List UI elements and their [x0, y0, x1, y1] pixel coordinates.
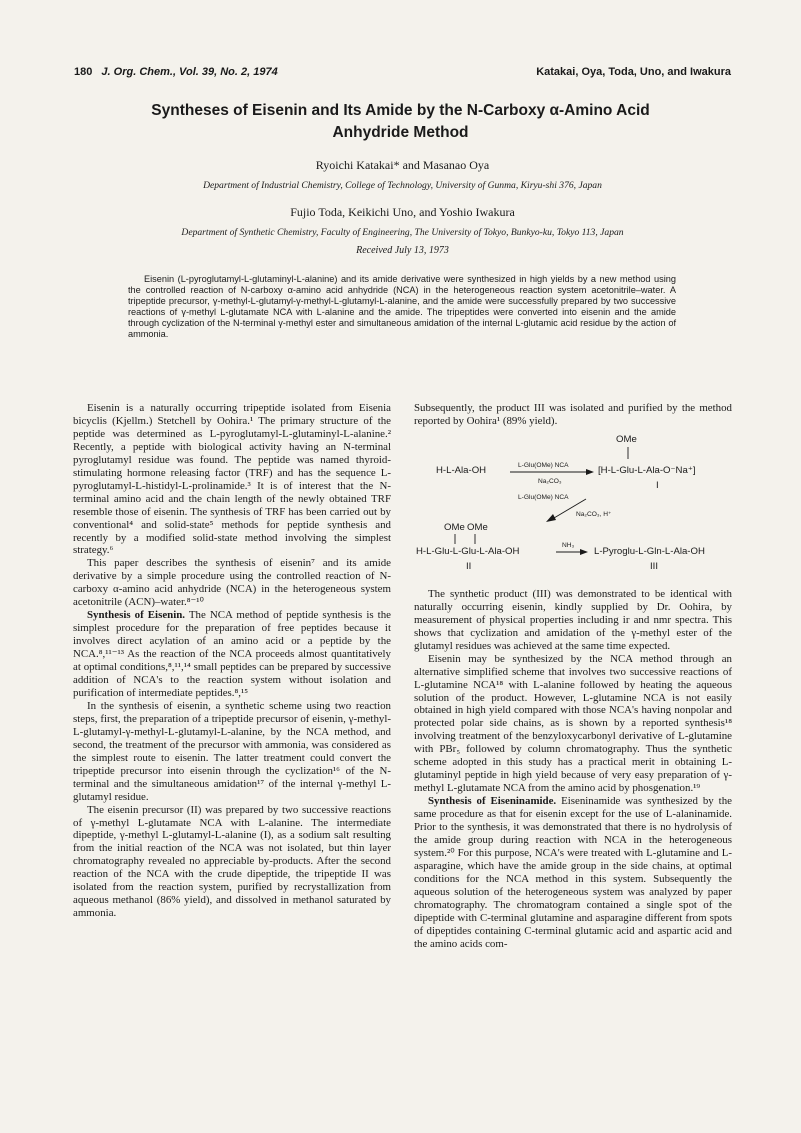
body-paragraph-4: The eisenin precursor (II) was prepared by two successive reactions of γ-methyl L-glutamate NCA with L-alanine. The intermediate dipeptide, γ-methyl L-glutamyl-L-alanine (I), as a sodium salt resulting from the initial reaction of the NCA was not isolated, but thin layer chromatography revealed no appreciable by-products. After the second reaction of the NCA with the crude dipeptide, the tripeptide II was isolated from the reaction system, purified by recrystallization from aqueous methanol (86% yield), and dissolved in methanol saturated by ammonia.: [73, 803, 391, 920]
scheme-h-ala-oh: H-L-Ala-OH: [436, 464, 487, 476]
received-date: Received July 13, 1973: [356, 245, 449, 256]
section-eisenin-text: The NCA method of peptide synthesis is the simplest procedure for the preparation of free peptides because it involves direct acylation of an amino acid or a peptide by the NCA.⁸,¹¹⁻¹³ As the reaction of the NCA proceeds almost quantitatively at optimal conditions,⁸,¹¹,¹⁴ small peptides can be prepared by successive addition of NCA's to the reaction system without isolation and purification of intermediate peptides.⁸,¹⁵: [73, 609, 391, 699]
scheme-label-II: II: [466, 560, 472, 572]
scheme-label-III: III: [650, 560, 658, 572]
scheme-reagent-2: L-Glu(OMe) NCA: [518, 493, 569, 501]
journal-citation: J. Org. Chem., Vol. 39, No. 2, 1974: [101, 66, 278, 78]
scheme-ome-top: OMe: [616, 433, 637, 445]
left-column: [73, 402, 391, 920]
intro-paragraph-1: Eisenin is a naturally occurring tripeptide isolated from Eisenia bicyclis (Kjellm.) Stetchell by Oohira.¹ The primary structure of the peptide was determined as L-pyroglutamyl-L-glutaminyl-L-alanine.² Recently, a peptide with biological activity having an N-terminal pyroglutamyl residue was found. The peptide was named thyroid-stimulating hormone releasing factor (TRF) and has the sequence L-pyroglutamyl-L-histidyl-L-prolinamide.³ It is of interest that the N-terminal amino acid and the chain length of the newly obtained TRF resemble those of eisenin. The synthesis of TRF has been carried out by conventional⁴ and solid-state⁵ methods for peptide synthesis and recently by a modified solid-state method involving the simplest strategy.⁶: [73, 402, 391, 557]
scheme-label-I: I: [656, 479, 659, 491]
right-paragraph-2: Eisenin may be synthesized by the NCA method through an alternative simplified scheme that involves two successive reactions of L-glutamine NCA¹⁸ with L-alanine followed by heating the aqueous solution of the product. However, L-glutamine NCA is not easily obtained in high yield compared with those NCA's having nonpolar and protected polar side chains, as is shown by a reported synthesis¹⁸ involving treatment of the benzyloxycarbonyl derivative of L-glutamine with PBr₅ followed by column chromatography. Thus the synthetic scheme adopted in this study has a practical merit in obtaining L-glutaminyl peptide in high yield because of very easy preparation of γ-methyl L-glutamate NCA from the amino acid by phosgenation.¹⁹: [414, 652, 732, 795]
section-amide-text: Eiseninamide was synthesized by the same procedure as that for eisenin except for the use of L-alaninamide. Prior to the synthesis, it was demonstrated that there is no hydrolysis of the amide group during reaction with NCA in the heterogeneous system.²⁰ For this purpose, NCA's were treated with L-glutamine and L-asparagine, which have the amide group in the side chains, at optimal conditions for the NCA method in this system. Subsequently the aqueous solution of the heterogeneous system was analyzed by paper chromatography. The chromatogram contained a single spot of the dipeptide with C-terminal glutamine and asparagine different from spots of dipeptides containing C-terminal glutamic acid and aspartic acid and the amino acids com-: [414, 795, 732, 950]
scheme-product-III: L-Pyroglu-L-Gln-L-Ala-OH: [594, 545, 705, 557]
scheme-na2co3: Na₂CO₃: [538, 477, 562, 485]
section-heading-eisenin: Synthesis of Eisenin.: [87, 609, 186, 622]
section-heading-eiseninamide: Synthesis of Eiseninamide.: [428, 795, 557, 808]
scheme-product-I: [H-L-Glu-L-Ala-O⁻Na⁺]: [598, 464, 696, 476]
author-list-2: Fujio Toda, Keikichi Uno, and Yoshio Iwakura: [290, 205, 515, 219]
abstract: Eisenin (L-pyroglutamyl-L-glutaminyl-L-alanine) and its amide derivative were synthesized in high yields by a new method using the controlled reaction of N-carboxy α-amino acid anhydride (NCA) in the heterogeneous reaction system acetonitrile–water. A tripeptide precursor, γ-methyl-L-glutamyl-γ-methyl-L-glutamyl-L-alanine, and the amide were successfully prepared by two successive reactions of γ-methyl L-glutamate NCA with L-alanine and the amide. The tripeptides were converted into eisenin and the amide through cyclization of the N-terminal γ-methyl ester and simultaneous amidation of the internal L-glutamic acid residue by the action of ammonia.: [128, 274, 676, 339]
right-intro-paragraph: Subsequently, the product III was isolated and purified by the method reported by Oohira¹ (89% yield).: [414, 402, 732, 427]
section-amide-paragraph: [414, 795, 732, 950]
reaction-scheme: [414, 432, 732, 582]
scheme-ome-b: OMe: [467, 521, 488, 533]
running-head-left: [74, 66, 278, 78]
scheme-reagent-3: Na₂CO₃, H⁺: [576, 510, 612, 518]
section-eisenin-paragraph: [73, 609, 391, 700]
article-title: [120, 100, 681, 144]
running-head-authors: Katakai, Oya, Toda, Uno, and Iwakura: [536, 66, 731, 78]
right-paragraph-1: The synthetic product (III) was demonstrated to be identical with naturally occurring eisenin, kindly supplied by Dr. Oohira, by measurement of physical properties including ir and nmr spectra. This shows that cyclization and amidation of the γ-methyl ester of the glutamyl residues was achieved at the same time expected.: [414, 587, 732, 652]
scheme-product-II: H-L-Glu-L-Glu-L-Ala-OH: [416, 545, 520, 557]
scheme-ome-a: OMe: [444, 521, 465, 533]
page-number: 180: [74, 66, 93, 78]
author-list-1: Ryoichi Katakai* and Masanao Oya: [315, 158, 490, 172]
body-paragraph-3: In the synthesis of eisenin, a synthetic scheme using two reaction steps, first, the preparation of a tripeptide precursor of eisenin, γ-methyl-L-glutamyl-γ-methyl-L-glutamyl-L-alanine, by the NCA method, and second, the treatment of the precursor with ammonia, was considered as the simplest route to eisenin. The latter treatment could convert the tripeptide precursor into eisenin through the cyclization¹⁶ of the N-terminal and the simultaneous amidation¹⁷ of the internal γ-methyl L-glutamyl residue.: [73, 699, 391, 803]
intro-paragraph-2: This paper describes the synthesis of eisenin⁷ and its amide derivative by a simple procedure using the controlled reaction of N-carboxy α-amino acid anhydride (NCA) in the heterogeneous system acetonitrile (ACN)–water.⁸⁻¹⁰: [73, 557, 391, 609]
title-line-2: Anhydride Method: [332, 124, 469, 141]
affiliation-2: Department of Synthetic Chemistry, Faculty of Engineering, The University of Tokyo, Bunkyo-ku, Tokyo 113, Japan: [181, 227, 624, 238]
scheme-reagent-1: L-Glu(OMe) NCA: [518, 461, 569, 469]
right-column: [414, 402, 732, 951]
title-line-1: Syntheses of Eisenin and Its Amide by the N-Carboxy α-Amino Acid: [151, 102, 650, 119]
scheme-nh3: NH₃: [562, 541, 575, 549]
scheme-arrows: [414, 432, 732, 582]
affiliation-1: Department of Industrial Chemistry, College of Technology, University of Gunma, Kiryu-shi 376, Japan: [203, 180, 602, 191]
running-head: [74, 66, 731, 82]
